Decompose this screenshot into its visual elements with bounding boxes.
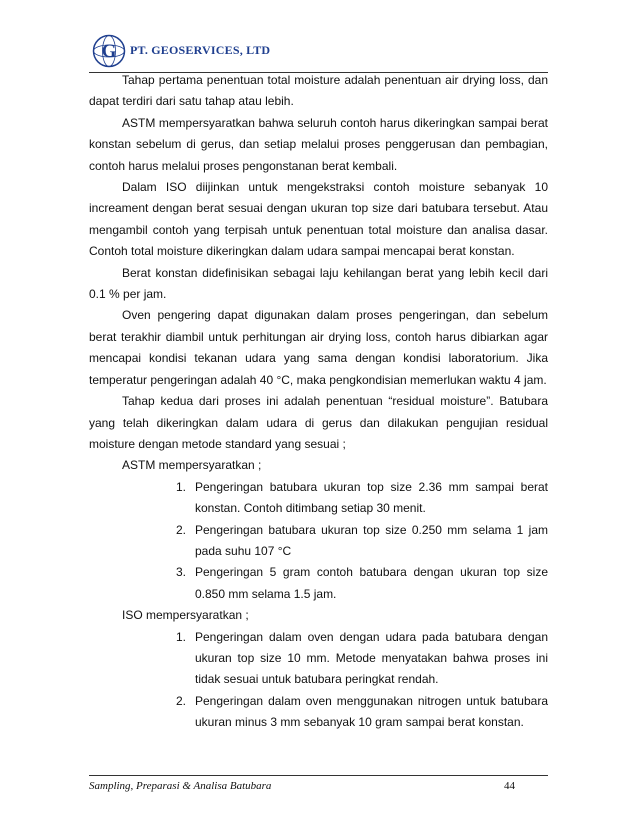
logo-letter: G [101, 41, 117, 62]
list-item-text: Pengeringan 5 gram contoh batubara dengan ukuran top size 0.850 mm selama 1.5 jam. [195, 565, 548, 601]
list-number: 2. [176, 522, 187, 537]
list-item [89, 477, 548, 520]
list-item [89, 627, 548, 691]
list-number: 2. [176, 693, 187, 708]
list-item [89, 562, 548, 605]
company-logo-icon [92, 34, 126, 68]
list-number: 1. [176, 629, 187, 644]
list-item-text: Pengeringan dalam oven dengan udara pada batubara dengan ukuran top size 10 mm. Metode menyatakan bahwa proses ini tidak sesuai untuk batubara peringkat rendah. [195, 629, 548, 687]
list-item-text: Pengeringan batubara ukuran top size 2.36 mm sampai berat konstan. Contoh ditimbang setiap 30 menit. [195, 479, 548, 516]
company-name: PT. GEOSERVICES, LTD [130, 43, 271, 57]
iso-list-label: ISO mempersyaratkan ; [122, 608, 249, 623]
page-number: 44 [504, 780, 515, 792]
list-number: 1. [176, 479, 187, 494]
list-number: 3. [176, 565, 187, 580]
iso-list [89, 627, 548, 734]
paragraph-constant-weight: Berat konstan didefinisikan sebagai laju kehilangan berat yang lebih kecil dari 0.1 % per jam. [89, 265, 548, 302]
paragraph-astm-requirement: ASTM mempersyaratkan bahwa seluruh contoh harus dikeringkan sampai berat konstan sebelum di gerus, dan setiap melalui proses penggerusan dan pembagian, contoh harus melalui proses pengonstanan berat kembali. [89, 115, 548, 173]
paragraph-drying-oven: Oven pengering dapat digunakan dalam proses pengeringan, dan sebelum berat terakhir diambil untuk perhitungan air drying loss, contoh harus dibiarkan agar mencapai kondisi tekanan udara yang sama dengan kondisi laboratorium. Jika temperatur pengeringan adalah 40 °C, maka pengkondisian memerlukan waktu 4 jam. [89, 308, 548, 387]
document-body [89, 70, 548, 734]
astm-list [89, 477, 548, 605]
list-item [89, 520, 548, 563]
list-item [89, 691, 548, 734]
list-item-text: Pengeringan dalam oven menggunakan nitrogen untuk batubara ukuran minus 3 mm sebanyak 10 gram sampai berat konstan. [195, 693, 548, 730]
list-item-text: Pengeringan batubara ukuran top size 0.250 mm selama 1 jam pada suhu 107 °C [195, 522, 548, 558]
paragraph-iso-extraction: Dalam ISO diijinkan untuk mengekstraksi contoh moisture sebanyak 10 increament dengan berat sesuai dengan ukuran top size dari batubara tersebut. Atau mengambil contoh yang terpisah untuk penentuan total moisture dan analisa dasar. Contoh total moisture dikeringkan dalam udara sampai mencapai berat konstan. [89, 180, 548, 259]
page-header [92, 34, 562, 74]
footer-document-title: Sampling, Preparasi & Analisa Batubara [89, 780, 272, 792]
footer-rule [89, 775, 548, 776]
paragraph-residual-moisture: Tahap kedua dari proses ini adalah penentuan “residual moisture”. Batubara yang telah dikeringkan dalam udara di gerus dan dilakukan pengujian residual moisture dengan metode standard yang sesuai ; [89, 394, 548, 451]
astm-list-label: ASTM mempersyaratkan ; [122, 458, 262, 473]
paragraph-air-drying-loss: Tahap pertama penentuan total moisture adalah penentuan air drying loss, dan dapat terdiri dari satu tahap atau lebih. [89, 73, 548, 109]
